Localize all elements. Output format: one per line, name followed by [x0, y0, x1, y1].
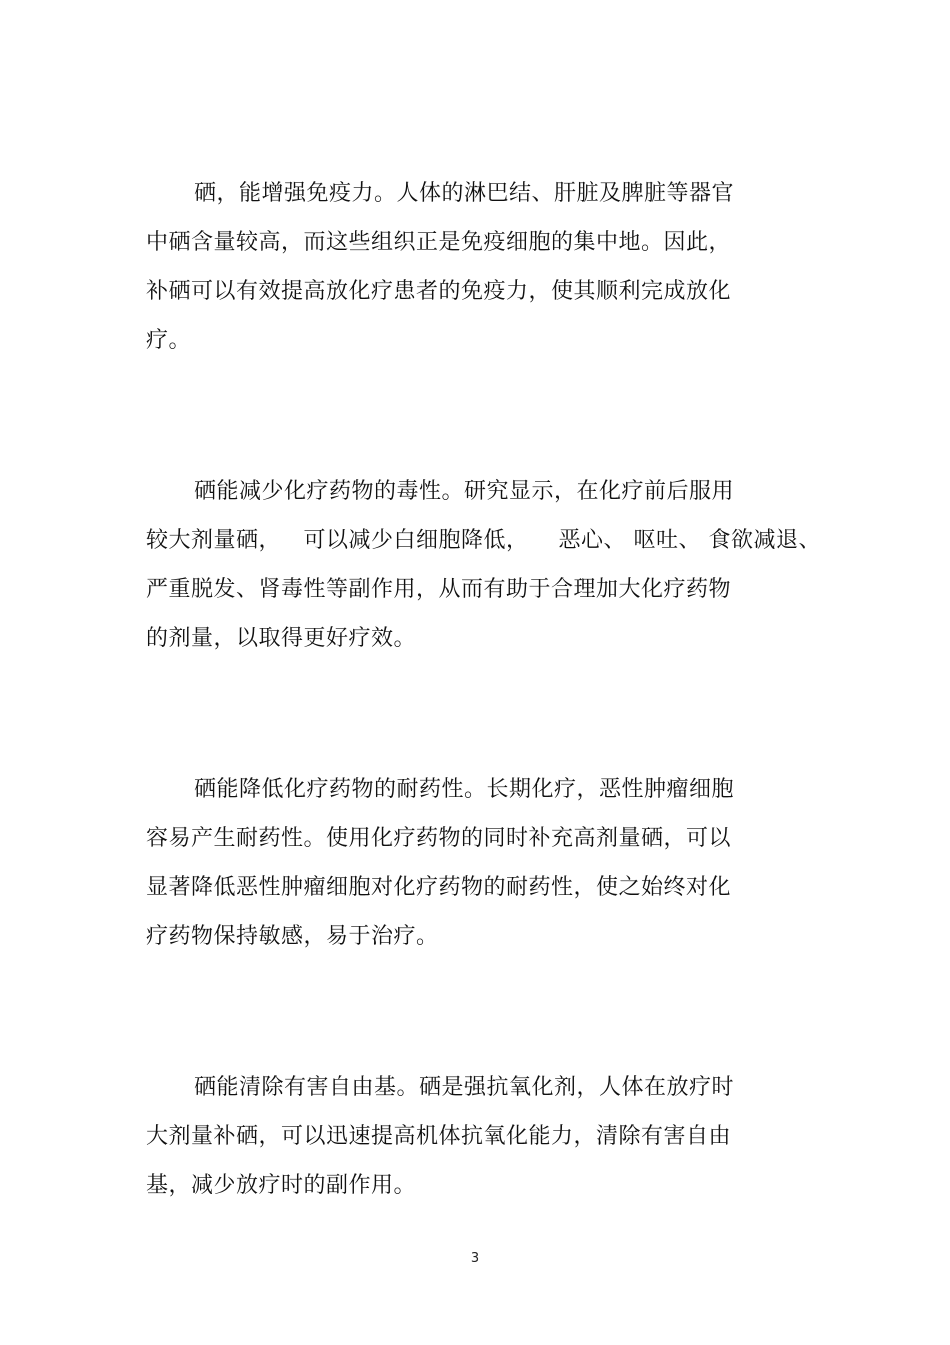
paragraph-line: 疗。 — [146, 328, 192, 353]
paragraph-line: 较大剂量硒， 可以减少白细胞降低， 恶心、 呕吐、 食欲减退、 — [146, 528, 821, 553]
paragraph-line: 容易产生耐药性。使用化疗药物的同时补充高剂量硒，可以 — [146, 826, 732, 851]
paragraph-line: 严重脱发、肾毒性等副作用，从而有助于合理加大化疗药物 — [146, 577, 732, 602]
paragraph-line: 显著降低恶性肿瘤细胞对化疗药物的耐药性，使之始终对化 — [146, 875, 732, 900]
paragraph-line: 基，减少放疗时的副作用。 — [146, 1173, 417, 1198]
paragraph-line: 大剂量补硒，可以迅速提高机体抗氧化能力，清除有害自由 — [146, 1124, 732, 1149]
paragraph-line: 的剂量，以取得更好疗效。 — [146, 626, 417, 651]
paragraph-line: 疗药物保持敏感，易于治疗。 — [146, 924, 439, 949]
paragraph-line: 硒，能增强免疫力。人体的淋巴结、肝脏及脾脏等器官 — [194, 181, 735, 206]
paragraph-line: 硒能清除有害自由基。硒是强抗氧化剂，人体在放疗时 — [194, 1075, 735, 1100]
paragraph-line: 中硒含量较高，而这些组织正是免疫细胞的集中地。因此， — [146, 230, 732, 255]
paragraph-line: 硒能减少化疗药物的毒性。研究显示，在化疗前后服用 — [194, 479, 735, 504]
paragraph-line: 硒能降低化疗药物的耐药性。长期化疗，恶性肿瘤细胞 — [194, 777, 735, 802]
page-number: 3 — [470, 1251, 480, 1266]
paragraph-line: 补硒可以有效提高放化疗患者的免疫力，使其顺利完成放化 — [146, 279, 732, 304]
